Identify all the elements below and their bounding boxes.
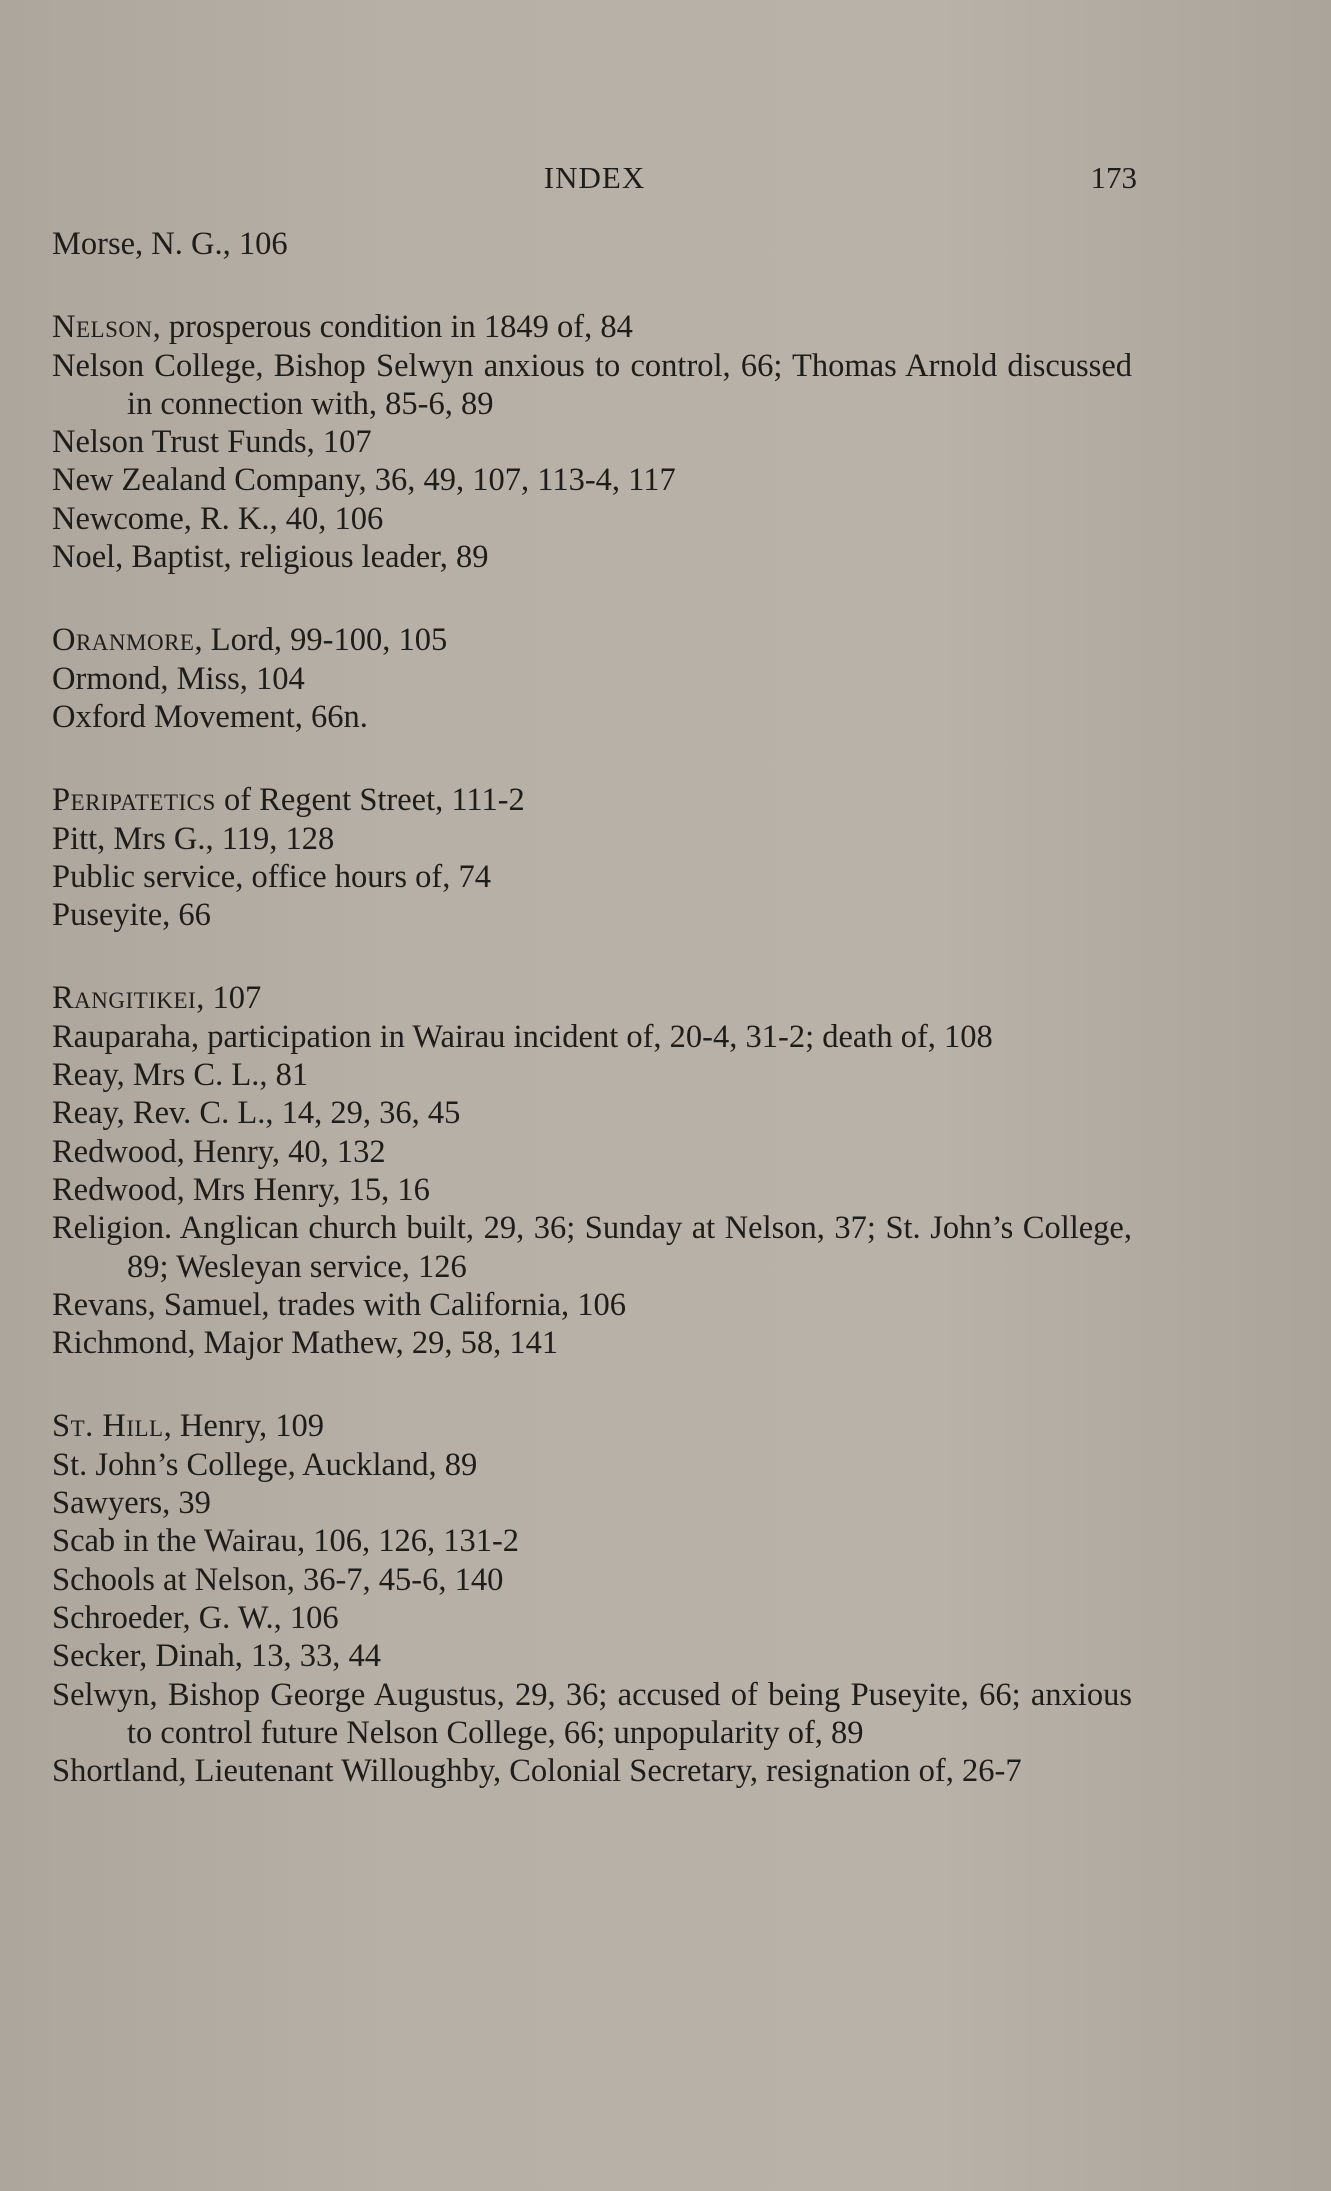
index-entry xyxy=(52,1094,1132,1132)
section-lead-word: Oranmore xyxy=(52,622,195,659)
page-number: 173 xyxy=(1090,160,1137,195)
index-entry xyxy=(52,500,1132,538)
entry-text: Noel, Baptist, religious leader, 89 xyxy=(52,539,489,576)
section-lead-word: Peripatetics xyxy=(52,782,216,819)
index-list xyxy=(52,225,1132,1835)
index-entry xyxy=(52,1561,1132,1599)
entry-text: Rauparaha, participation in Wairau incident of, 20-4, 31-2; death of, 108 xyxy=(52,1018,993,1055)
entry-text: , 107 xyxy=(196,980,262,1017)
index-entry xyxy=(52,347,1132,424)
entry-text: Schools at Nelson, 36-7, 45-6, 140 xyxy=(52,1561,504,1598)
entry-text: Richmond, Major Mathew, 29, 58, 141 xyxy=(52,1325,559,1362)
entry-text: Reay, Mrs C. L., 81 xyxy=(52,1057,309,1094)
entry-text: Reay, Rev. C. L., 14, 29, 36, 45 xyxy=(52,1095,461,1132)
index-entry xyxy=(52,1522,1132,1560)
index-entry xyxy=(52,698,1132,736)
entry-text: Puseyite, 66 xyxy=(52,897,211,934)
index-entry xyxy=(52,1407,1132,1445)
index-entry xyxy=(52,1018,1132,1056)
entry-text: Newcome, R. K., 40, 106 xyxy=(52,500,384,537)
entry-text: Pitt, Mrs G., 119, 128 xyxy=(52,820,335,857)
entry-text: , Lord, 99-100, 105 xyxy=(194,622,448,659)
index-entry xyxy=(52,979,1132,1017)
section-lead-word: Rangitikei xyxy=(52,980,197,1017)
entry-text: Ormond, Miss, 104 xyxy=(52,660,305,697)
index-entry xyxy=(52,781,1132,819)
index-entry xyxy=(52,896,1132,934)
entry-text: Scab in the Wairau, 106, 126, 131-2 xyxy=(52,1523,520,1560)
index-section xyxy=(52,1407,1132,1790)
entry-text: Redwood, Mrs Henry, 15, 16 xyxy=(52,1171,430,1208)
index-entry xyxy=(52,1286,1132,1324)
entry-text: Morse, N. G., 106 xyxy=(52,226,288,262)
section-lead-word: Nelson xyxy=(52,309,153,346)
index-entry xyxy=(52,1599,1132,1637)
index-entry xyxy=(52,461,1132,499)
entry-text: Secker, Dinah, 13, 33, 44 xyxy=(52,1638,382,1675)
index-entry xyxy=(52,1324,1132,1362)
index-section xyxy=(52,225,1132,263)
entry-text: Nelson Trust Funds, 107 xyxy=(52,424,372,461)
entry-text: Sawyers, 39 xyxy=(52,1485,211,1522)
entry-text: Oxford Movement, 66n. xyxy=(52,698,368,735)
index-entry xyxy=(52,538,1132,576)
index-section xyxy=(52,781,1132,934)
entry-text: Religion. Anglican church built, 29, 36; Sunday at Nelson, 37; St. John’s College, 89; Wesleyan service, 126 xyxy=(52,1210,1132,1285)
index-entry xyxy=(52,621,1132,659)
index-entry xyxy=(52,1056,1132,1094)
index-entry xyxy=(52,1209,1132,1286)
index-entry xyxy=(52,225,1132,263)
index-entry xyxy=(52,1484,1132,1522)
entry-text: St. John’s College, Auckland, 89 xyxy=(52,1446,478,1483)
entry-text: Selwyn, Bishop George Augustus, 29, 36; accused of being Puseyite, 66; anxious to control future Nelson College, 66; unpopularity of, 89 xyxy=(52,1676,1132,1751)
entry-text: Schroeder, G. W., 106 xyxy=(52,1599,339,1636)
index-entry xyxy=(52,858,1132,896)
running-title: INDEX xyxy=(543,160,646,195)
index-entry xyxy=(52,1637,1132,1675)
index-section xyxy=(52,979,1132,1362)
index-entry xyxy=(52,1676,1132,1753)
index-section xyxy=(52,308,1132,576)
entry-text: Public service, office hours of, 74 xyxy=(52,858,491,895)
index-entry xyxy=(52,1446,1132,1484)
index-entry xyxy=(52,1133,1132,1171)
entry-text: New Zealand Company, 36, 49, 107, 113-4, 117 xyxy=(52,462,676,499)
entry-text: Shortland, Lieutenant Willoughby, Colonial Secretary, resignation of, 26-7 xyxy=(52,1753,1022,1790)
entry-text: Redwood, Henry, 40, 132 xyxy=(52,1133,386,1170)
index-entry xyxy=(52,308,1132,346)
entry-text: , Henry, 109 xyxy=(163,1408,324,1445)
entry-text: Nelson College, Bishop Selwyn anxious to control, 66; Thomas Arnold discussed in connection with, 85-6, 89 xyxy=(52,347,1132,422)
entry-text: Revans, Samuel, trades with California, 106 xyxy=(52,1286,627,1323)
index-entry xyxy=(52,820,1132,858)
entry-text: , prosperous condition in 1849 of, 84 xyxy=(152,309,633,346)
page-header xyxy=(52,160,1137,204)
entry-text: of Regent Street, 111-2 xyxy=(215,782,525,819)
section-lead-word: St. Hill xyxy=(52,1408,164,1445)
index-entry xyxy=(52,423,1132,461)
index-entry xyxy=(52,1171,1132,1209)
index-section xyxy=(52,621,1132,736)
index-entry xyxy=(52,660,1132,698)
index-entry xyxy=(52,1752,1132,1790)
